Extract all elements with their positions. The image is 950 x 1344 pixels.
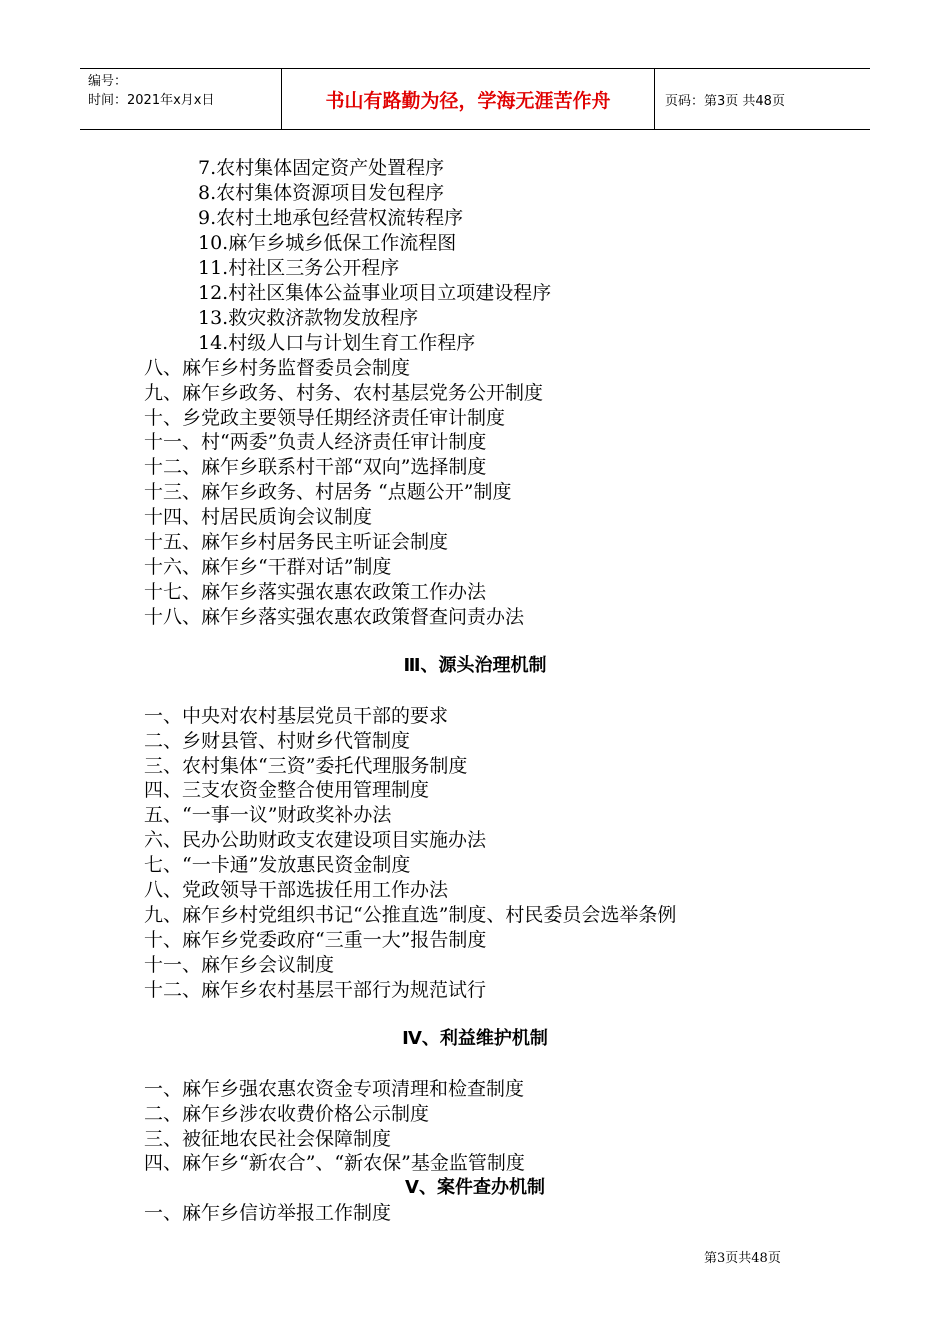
list-item: 八、党政领导干部选拔任用工作办法: [144, 879, 449, 901]
list-item: 七、“一卡通”发放惠民资金制度: [144, 854, 411, 876]
list-item: 十八、麻乍乡落实强农惠农政策督查问责办法: [144, 606, 525, 628]
list-item: 十七、麻乍乡落实强农惠农政策工作办法: [144, 581, 487, 603]
list-item: 一、麻乍乡强农惠农资金专项清理和检查制度: [144, 1078, 525, 1100]
list-item: 14.村级人口与计划生育工作程序: [198, 332, 476, 354]
list-item: 十、麻乍乡党委政府“三重一大”报告制度: [144, 929, 487, 951]
list-item: 九、麻乍乡村党组织书记“公推直选”制度、村民委员会选举条例: [144, 904, 677, 926]
list-item: 8.农村集体资源项目发包程序: [198, 182, 445, 204]
list-item: 7.农村集体固定资产处置程序: [198, 157, 445, 179]
list-item: 13.救灾救济款物发放程序: [198, 307, 419, 329]
header-motto: 书山有路勤为径，学海无涯苦作舟: [282, 69, 655, 129]
list-item: 三、被征地农民社会保障制度: [144, 1128, 392, 1150]
list-item: 十、乡党政主要领导任期经济责任审计制度: [144, 407, 506, 429]
section-heading-3: Ⅲ、源头治理机制: [403, 655, 547, 676]
page-header: [80, 68, 870, 130]
list-item: 二、乡财县管、村财乡代管制度: [144, 730, 411, 752]
list-item: 9.农村土地承包经营权流转程序: [198, 207, 464, 229]
list-item: 八、麻乍乡村务监督委员会制度: [144, 357, 411, 379]
list-item: 三、农村集体“三资”委托代理服务制度: [144, 755, 468, 777]
list-item: 九、麻乍乡政务、村务、农村基层党务公开制度: [144, 382, 544, 404]
list-item: 十二、麻乍乡联系村干部“双向”选择制度: [144, 456, 487, 478]
number-label: 编号：: [88, 74, 128, 89]
list-item: 四、三支农资金整合使用管理制度: [144, 779, 430, 801]
list-item: 二、麻乍乡涉农收费价格公示制度: [144, 1103, 430, 1125]
list-item: 11.村社区三务公开程序: [198, 257, 400, 279]
header-left-cell: [80, 69, 282, 129]
list-item: 十一、村“两委”负责人经济责任审计制度: [144, 431, 487, 453]
list-item: 十六、麻乍乡“干群对话”制度: [144, 556, 392, 578]
list-item: 十三、麻乍乡政务、村居务 “点题公开”制度: [144, 481, 512, 503]
list-item: 十二、麻乍乡农村基层干部行为规范试行: [144, 979, 487, 1001]
header-page-label: 页码：第3页 共48页: [665, 93, 785, 109]
list-item: 六、民办公助财政支农建设项目实施办法: [144, 829, 487, 851]
list-item: 五、“一事一议”财政奖补办法: [144, 804, 392, 826]
section-heading-5: Ⅴ、案件查办机制: [405, 1177, 545, 1198]
list-item: 十四、村居民质询会议制度: [144, 506, 373, 528]
list-item: 一、中央对农村基层党员干部的要求: [144, 705, 449, 727]
time-label: 时间：2021年x月x日: [88, 93, 215, 108]
page-footer: 第3页共48页: [704, 1251, 781, 1266]
list-item: 10.麻乍乡城乡低保工作流程图: [198, 232, 457, 254]
section-heading-4: Ⅳ、利益维护机制: [402, 1028, 548, 1049]
list-item: 四、麻乍乡“新农合”、“新农保”基金监管制度: [144, 1152, 525, 1174]
list-item: 一、麻乍乡信访举报工作制度: [144, 1202, 392, 1224]
list-item: 十五、麻乍乡村居务民主听证会制度: [144, 531, 449, 553]
list-item: 12.村社区集体公益事业项目立项建设程序: [198, 282, 552, 304]
list-item: 十一、麻乍乡会议制度: [144, 954, 335, 976]
